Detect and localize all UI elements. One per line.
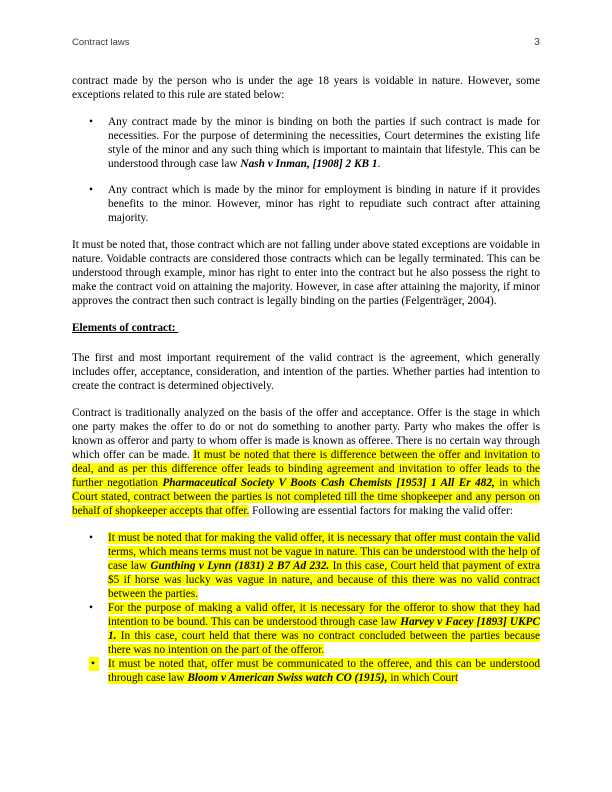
list-item-necessities xyxy=(72,115,540,171)
heading-text: Elements of contract: xyxy=(72,322,179,334)
highlighted-text: It must be noted that, offer must be communicated to the offeree, and this can be understood through case law xyxy=(108,658,540,684)
bullet-icon: • xyxy=(89,602,93,614)
bullet-icon: • xyxy=(89,116,93,128)
highlighted-text: It must be noted that there is difference between the offer and invitation to deal, and as per this difference offer leads to binding agreement and invitation to offer leads to the further negotiation xyxy=(72,449,540,489)
page-number: 3 xyxy=(534,36,540,48)
highlighted-text: In this case, Court held that payment of extra $5 if horse was lucky was vague in nature, and because of this there was no valid contract between the parties. xyxy=(108,560,541,600)
section-heading-elements-of-contract xyxy=(72,321,540,335)
running-header-title: Contract laws xyxy=(72,37,130,48)
bullet-list-minor-exceptions xyxy=(72,115,540,225)
case-citation-gunthing-v-lynn: Gunthing v Lynn (1831) 2 B7 Ad 232. xyxy=(150,560,330,572)
list-item-valid-terms xyxy=(72,531,540,601)
highlighted-text: in which Court stated, contract between the parties is not completed till the time shopkeeper and any person on behalf of shopkeeper accepts that offer. xyxy=(72,477,541,517)
case-citation-bloom-v-american-swiss: Bloom v American Swiss watch CO (1915), xyxy=(187,672,388,684)
list-item-intention-to-be-bound xyxy=(72,601,540,657)
highlighted-text: For the purpose of making a valid offer, it is necessary for the offeror to show that they had intention to be bound. This can be understood through case law xyxy=(108,602,540,628)
list-item-employment xyxy=(72,183,540,225)
paragraph-offer-acceptance xyxy=(72,406,540,518)
text-segment: Any contract made by the minor is binding on both the parties if such contract is made for necessities. For the purpose of determining the necessities, Court determines the existing life style of the minor and any such thing which is important to maintain that lifestyle. This can be understood through case law xyxy=(108,116,540,170)
text-segment: Following are essential factors for making the valid offer: xyxy=(249,505,513,517)
highlighted-text: It must be noted that for making the valid offer, it is necessary that offer must contain the valid terms, which means terms must not be vague in nature. This can be understood with the help of case law xyxy=(108,532,540,572)
list-item-offer-communicated xyxy=(72,657,540,685)
text-segment: Any contract which is made by the minor for employment is binding in nature if it provides benefits to the minor. However, minor has right to repudiate such contract after attaining majority. xyxy=(108,184,540,224)
highlighted-text: in which Court xyxy=(387,672,459,684)
text-segment: . xyxy=(377,158,381,170)
case-citation-harvey-v-facey: Harvey v Facey [1893] UKPC 1. xyxy=(108,616,540,642)
paragraph-minor-voidable-intro xyxy=(72,74,540,102)
bullet-icon: • xyxy=(89,184,93,196)
case-citation-pharmaceutical-society: Pharmaceutical Society V Boots Cash Chemists [1953] 1 All Er 482, xyxy=(162,477,495,489)
text-segment: The first and most important requirement of the valid contract is the agreement, which generally includes offer, acceptance, consideration, and intention of the parties. Whether parties had intention to create the contract is determined objectively. xyxy=(72,352,540,392)
bullet-icon: • xyxy=(89,532,93,544)
case-citation-nash-v-inman: Nash v Inman, [1908] 2 KB 1 xyxy=(240,158,378,170)
text-segment: It must be noted that, those contract which are not falling under above stated exceptions are voidable in nature. Voidable contracts are considered those contracts which can be legally terminated. This can be understood through example, minor has right to enter into the contract but he also possess the right to make the contract void on attaining the majority. However, in case after attaining the majority, if minor approves the contract then such contract is legally binding on the parties (Felgenträger, 2004). xyxy=(72,239,540,307)
bullet-list-valid-offer-factors xyxy=(72,531,540,685)
page-header xyxy=(72,36,540,48)
text-segment: Contract is traditionally analyzed on the basis of the offer and acceptance. Offer is the stage in which one party makes the offer to do or not do something to another party. Party who makes the offer is known as offeror and party to whom offer is made is known as offeree. There is no certain way through which offer can be made. xyxy=(72,407,540,461)
highlighted-text: In this case, court held that there was no contract concluded between the parties because there was no intention on the part of the offeror. xyxy=(108,630,540,656)
bullet-icon: • xyxy=(89,657,99,671)
paragraph-voidable-contracts xyxy=(72,238,540,308)
text-segment: contract made by the person who is under the age 18 years is voidable in nature. However, some exceptions related to this rule are stated below: xyxy=(72,75,540,101)
paragraph-agreement-requirement xyxy=(72,351,540,393)
